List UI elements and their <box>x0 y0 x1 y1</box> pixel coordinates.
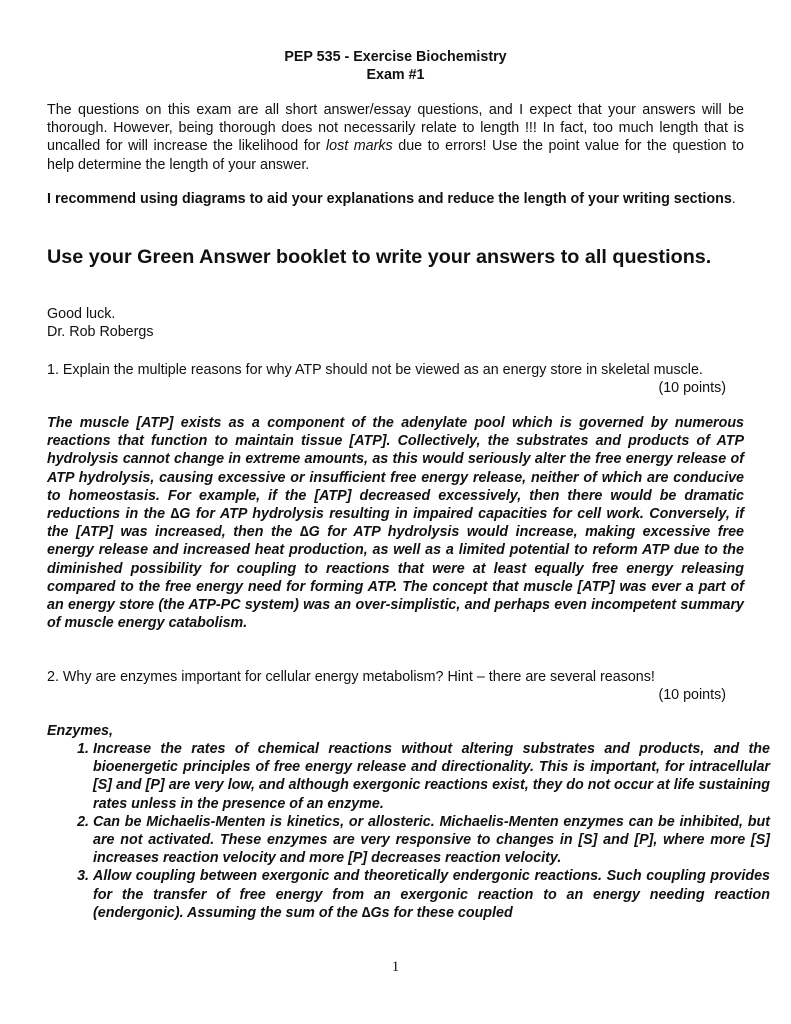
booklet-instruction: Use your Green Answer booklet to write your answers to all questions. <box>47 246 712 268</box>
recommendation-paragraph <box>47 190 744 208</box>
course-title: PEP 535 - Exercise Biochemistry <box>284 49 507 65</box>
question-1-text: 1. Explain the multiple reasons for why ATP should not be viewed as an energy store in skeletal muscle. <box>47 362 703 378</box>
intro-text-part1: The questions on this exam are all short answer/essay questions, and I expect that your answers will be thorough. However, being thorough does not necessarily relate to length !!! In fact, too much length that is uncalled for will increase the likelihood for <box>47 102 744 155</box>
exam-title: Exam #1 <box>366 67 425 84</box>
question-1 <box>47 361 744 397</box>
answer-1-delta-g-1: ∆G <box>170 506 191 523</box>
list-item: 2. Can be Michaelis-Menten is kinetics, or allosteric. Michaelis-Menten enzymes can be inhibited, but are not activated. These enzymes are very responsive to changes in [S] and [P], where more [S] increases reaction velocity and more [P] decreases reaction velocity. <box>93 813 770 868</box>
intro-emphasis: lost marks <box>325 138 393 155</box>
answer-1-text-part1: The muscle [ATP] exists as a component of the adenylate pool which is governed by numerous reactions that function to maintain tissue [ATP]. Collectively, the substrates and products of ATP hydrolysis cannot change in extreme amounts, as this would seriously alter the free energy release of ATP hydrolysis, causing excessive or insufficient free energy release, neither of which are conducive to homeostasis. For example, if the [ATP] decreased excessively, then there would be dramatic reductions in the <box>47 415 744 523</box>
list-item: 3. Allow coupling between exergonic and theoretically endergonic reactions. Such coupling provides for the transfer of free energy from an exergonic reaction to an energy needing reaction (endergonic). Assuming the sum of the ∆Gs for these coupled <box>93 867 770 922</box>
question-2-text: 2. Why are enzymes important for cellular energy metabolism? Hint – there are several reasons! <box>47 669 655 685</box>
intro-text-part2: due to errors! Use the point value for the question to help determine the length of your answer. <box>47 138 744 173</box>
question-2 <box>47 668 744 704</box>
list-item: 1. Increase the rates of chemical reactions without altering substrates and products, and the bioenergetic principles of free energy release and directionality. This is important, for intracellular [S] and [P] are very low, and although exergonic reactions exist, they do not occur at life sustaining rates unless in the presence of an enzyme. <box>93 740 770 813</box>
answer-2-heading: Enzymes, <box>47 723 113 739</box>
exam-header <box>47 48 744 84</box>
intro-paragraph <box>47 101 744 174</box>
signoff <box>47 305 744 341</box>
recommendation-period: . <box>731 191 736 207</box>
signoff-greeting: Good luck. <box>47 306 116 322</box>
enzyme-list <box>67 740 770 922</box>
answer-1-text-part3: for ATP hydrolysis would increase, making excessive free energy release and increased heat production, as well as a limited potential to reform ATP due to the diminished possibility for coupling to reactions that were at least equally free energy releasing compared to the free energy need for forming ATP. The concept that muscle [ATP] was ever a part of an energy store (the ATP-PC system) was an over-simplistic, and perhaps even incompetent summary of muscle energy catabolism. <box>47 524 744 632</box>
signoff-author: Dr. Rob Robergs <box>47 324 154 341</box>
answer-1-text-part2: for ATP hydrolysis resulting in impaired capacities for cell work. Conversely, if the [ATP] was increased, then the <box>47 506 744 541</box>
page-number: 1 <box>391 959 400 975</box>
question-1-points: (10 points) <box>658 380 726 397</box>
answer-1 <box>47 414 744 632</box>
answer-1-delta-g-2: ∆G <box>299 524 320 541</box>
recommendation-text: I recommend using diagrams to aid your explanations and reduce the length of your writing sections <box>47 191 732 207</box>
question-2-points: (10 points) <box>658 687 726 704</box>
